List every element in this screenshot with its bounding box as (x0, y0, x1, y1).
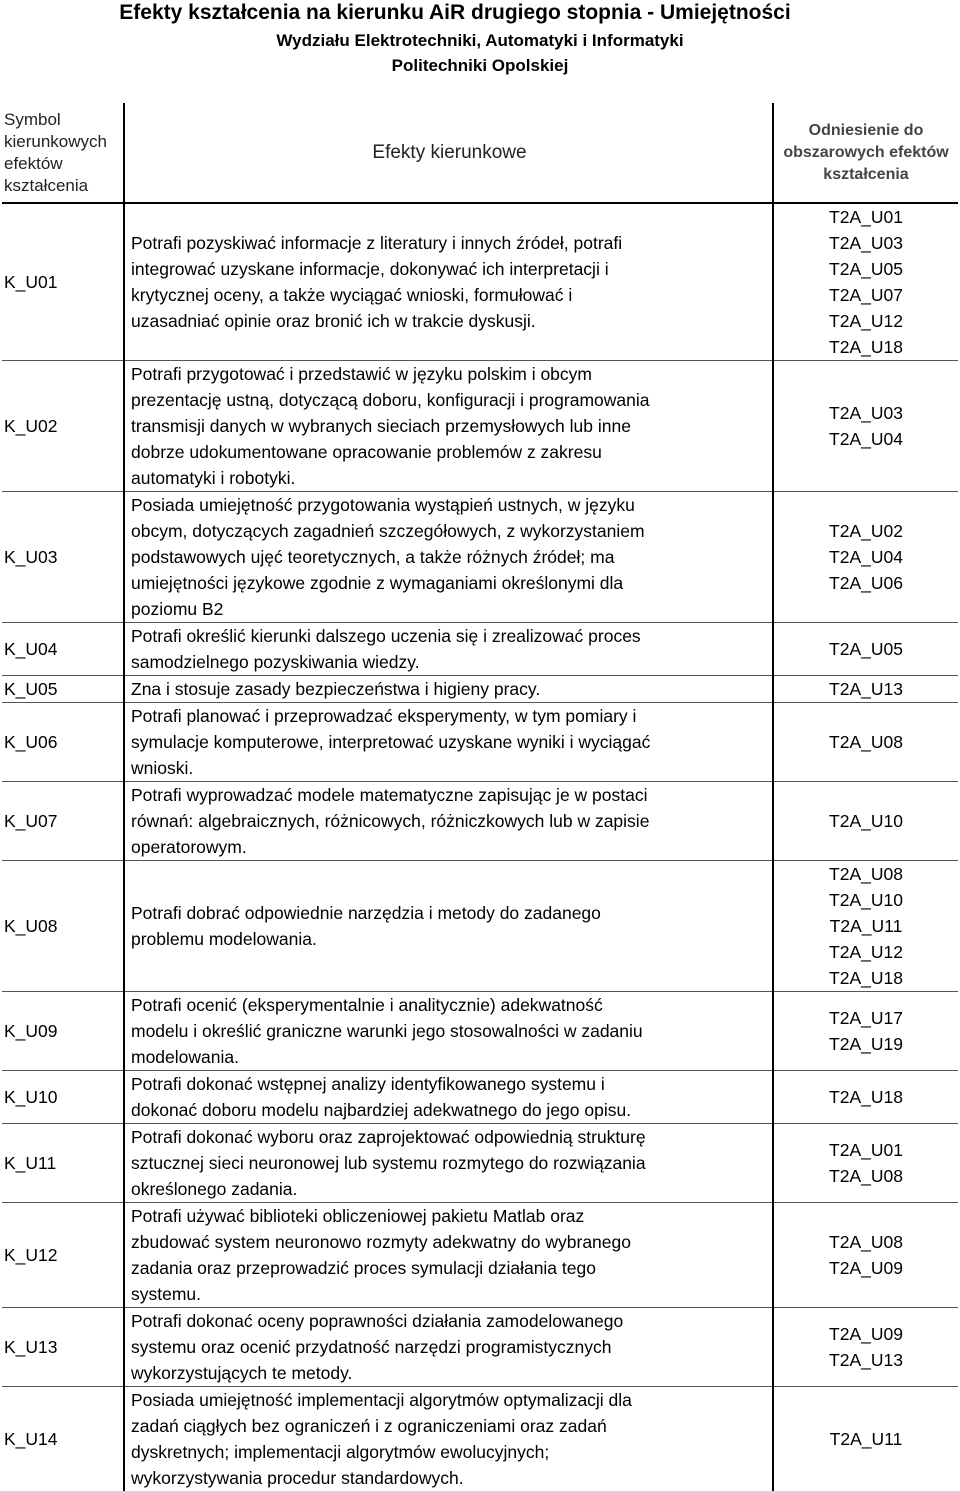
table-row (2, 992, 958, 1071)
outcome-symbol: K_U01 (2, 203, 124, 361)
reference-code: T2A_U05 (774, 256, 958, 282)
learning-outcomes-table (2, 103, 958, 1491)
description-line: Posiada umiejętność przygotowania wystąpień ustnych, w języku (131, 492, 768, 518)
outcome-description (124, 1387, 773, 1491)
description-line: równań: algebraicznych, różnicowych, różniczkowych lub w zapisie (131, 808, 768, 834)
description-line: wykorzystywania procedur standardowych. (131, 1465, 768, 1491)
header-text: Odniesienie do (774, 120, 958, 142)
reference-code: T2A_U06 (774, 570, 958, 596)
outcome-references (773, 1387, 958, 1491)
outcome-references (773, 992, 958, 1071)
outcome-description (124, 492, 773, 623)
description-line: problemu modelowania. (131, 926, 768, 952)
description-line: uzasadniać opinie oraz bronić ich w trakcie dyskusji. (131, 308, 768, 334)
reference-code: T2A_U03 (774, 400, 958, 426)
outcome-description (124, 1071, 773, 1124)
reference-code: T2A_U08 (774, 861, 958, 887)
description-line: systemu oraz ocenić przydatność narzędzi programistycznych (131, 1334, 768, 1360)
table-row (2, 782, 958, 861)
description-line: wykorzystujących te metody. (131, 1360, 768, 1386)
outcome-symbol: K_U09 (2, 992, 124, 1071)
description-line: prezentację ustną, dotyczącą doboru, konfiguracji i programowania (131, 387, 768, 413)
outcome-references (773, 1124, 958, 1203)
outcome-symbol: K_U05 (2, 676, 124, 703)
outcome-references (773, 492, 958, 623)
outcome-references (773, 1071, 958, 1124)
outcome-references (773, 861, 958, 992)
description-line: zadania oraz przeprowadzić proces symulacji działania tego (131, 1255, 768, 1281)
outcome-symbol: K_U02 (2, 361, 124, 492)
outcome-description (124, 623, 773, 676)
reference-code: T2A_U01 (774, 1137, 958, 1163)
outcome-symbol: K_U08 (2, 861, 124, 992)
reference-code: T2A_U08 (774, 729, 958, 755)
outcome-symbol: K_U06 (2, 703, 124, 782)
description-line: dokonać doboru modelu najbardziej adekwatnego do jego opisu. (131, 1097, 768, 1123)
description-line: Potrafi dobrać odpowiednie narzędzia i metody do zadanego (131, 900, 768, 926)
reference-code: T2A_U10 (774, 808, 958, 834)
header-text: kierunkowych (4, 131, 123, 153)
document-subtitle-faculty: Wydziału Elektrotechniki, Automatyki i Informatyki (0, 30, 960, 52)
description-line: zadań ciągłych bez ograniczeń i z ograniczeniami oraz zadań (131, 1413, 768, 1439)
reference-code: T2A_U12 (774, 939, 958, 965)
description-line: wnioski. (131, 755, 768, 781)
reference-code: T2A_U09 (774, 1255, 958, 1281)
reference-code: T2A_U01 (774, 204, 958, 230)
reference-code: T2A_U13 (774, 676, 958, 702)
table-row (2, 1203, 958, 1308)
reference-code: T2A_U13 (774, 1347, 958, 1373)
outcome-references (773, 782, 958, 861)
description-line: systemu. (131, 1281, 768, 1307)
description-line: samodzielnego pozyskiwania wiedzy. (131, 649, 768, 675)
description-line: dyskretnych; implementacji algorytmów ewolucyjnych; (131, 1439, 768, 1465)
outcome-references (773, 623, 958, 676)
header-text: Symbol (4, 109, 123, 131)
document-subtitle-university: Politechniki Opolskiej (0, 55, 960, 77)
description-line: automatyki i robotyki. (131, 465, 768, 491)
table-row (2, 361, 958, 492)
reference-code: T2A_U19 (774, 1031, 958, 1057)
reference-code: T2A_U18 (774, 1084, 958, 1110)
outcome-description (124, 203, 773, 361)
reference-code: T2A_U17 (774, 1005, 958, 1031)
description-line: Potrafi pozyskiwać informacje z literatury i innych źródeł, potrafi (131, 230, 768, 256)
table-row (2, 1387, 958, 1491)
description-line: zbudować system neuronowo rozmyty adekwatny do wybranego (131, 1229, 768, 1255)
outcome-references (773, 203, 958, 361)
reference-code: T2A_U11 (774, 913, 958, 939)
reference-code: T2A_U08 (774, 1229, 958, 1255)
description-line: poziomu B2 (131, 596, 768, 622)
table-row (2, 861, 958, 992)
reference-code: T2A_U09 (774, 1321, 958, 1347)
header-text: obszarowych efektów (774, 142, 958, 164)
outcome-description (124, 992, 773, 1071)
description-line: transmisji danych w wybranych sieciach przemysłowych lub inne (131, 413, 768, 439)
reference-code: T2A_U03 (774, 230, 958, 256)
reference-code: T2A_U02 (774, 518, 958, 544)
outcome-symbol: K_U03 (2, 492, 124, 623)
description-line: obcym, dotyczących zagadnień szczegółowych, z wykorzystaniem (131, 518, 768, 544)
description-line: podstawowych ujęć teoretycznych, a także różnych źródeł; ma (131, 544, 768, 570)
description-line: sztucznej sieci neuronowej lub systemu rozmytego do rozwiązania (131, 1150, 768, 1176)
reference-code: T2A_U18 (774, 965, 958, 991)
outcome-description (124, 1308, 773, 1387)
outcome-references (773, 1203, 958, 1308)
description-line: modelowania. (131, 1044, 768, 1070)
table-header-row (2, 103, 958, 203)
description-line: Potrafi dokonać wyboru oraz zaprojektować odpowiednią strukturę (131, 1124, 768, 1150)
table-body (2, 103, 958, 1491)
reference-code: T2A_U04 (774, 544, 958, 570)
outcome-references (773, 1308, 958, 1387)
description-line: Posiada umiejętność implementacji algorytmów optymalizacji dla (131, 1387, 768, 1413)
description-line: modelu i określić graniczne warunki jego stosowalności w zadaniu (131, 1018, 768, 1044)
description-line: krytycznej oceny, a także wyciągać wnioski, formułować i (131, 282, 768, 308)
column-header-effects: Efekty kierunkowe (124, 103, 773, 203)
outcome-symbol: K_U04 (2, 623, 124, 676)
outcome-references (773, 361, 958, 492)
description-line: Potrafi używać biblioteki obliczeniowej pakietu Matlab oraz (131, 1203, 768, 1229)
reference-code: T2A_U04 (774, 426, 958, 452)
table-row (2, 623, 958, 676)
table-row (2, 1071, 958, 1124)
outcome-symbol: K_U10 (2, 1071, 124, 1124)
outcome-description (124, 861, 773, 992)
description-line: Potrafi dokonać oceny poprawności działania zamodelowanego (131, 1308, 768, 1334)
outcome-description (124, 676, 773, 703)
document-title: Efekty kształcenia na kierunku AiR drugiego stopnia - Umiejętności (0, 0, 910, 26)
reference-code: T2A_U05 (774, 636, 958, 662)
header-text: kształcenia (774, 164, 958, 186)
outcome-symbol: K_U11 (2, 1124, 124, 1203)
reference-code: T2A_U18 (774, 334, 958, 360)
description-line: Zna i stosuje zasady bezpieczeństwa i higieny pracy. (131, 676, 768, 702)
outcome-symbol: K_U12 (2, 1203, 124, 1308)
description-line: integrować uzyskane informacje, dokonywać ich interpretacji i (131, 256, 768, 282)
description-line: Potrafi planować i przeprowadzać eksperymenty, w tym pomiary i (131, 703, 768, 729)
reference-code: T2A_U07 (774, 282, 958, 308)
description-line: Potrafi ocenić (eksperymentalnie i analitycznie) adekwatność (131, 992, 768, 1018)
table-row (2, 492, 958, 623)
column-header-symbol (2, 103, 124, 203)
description-line: Potrafi przygotować i przedstawić w języku polskim i obcym (131, 361, 768, 387)
outcome-description (124, 1203, 773, 1308)
reference-code: T2A_U08 (774, 1163, 958, 1189)
column-header-reference (773, 103, 958, 203)
reference-code: T2A_U10 (774, 887, 958, 913)
outcome-references (773, 703, 958, 782)
table-row (2, 703, 958, 782)
description-line: określonego zadania. (131, 1176, 768, 1202)
reference-code: T2A_U12 (774, 308, 958, 334)
outcome-description (124, 703, 773, 782)
table-row (2, 203, 958, 361)
description-line: Potrafi wyprowadzać modele matematyczne zapisując je w postaci (131, 782, 768, 808)
description-line: Potrafi dokonać wstępnej analizy identyfikowanego systemu i (131, 1071, 768, 1097)
description-line: umiejętności językowe zgodnie z wymaganiami określonymi dla (131, 570, 768, 596)
reference-code: T2A_U11 (774, 1426, 958, 1452)
table-row (2, 676, 958, 703)
outcome-references (773, 676, 958, 703)
outcome-description (124, 361, 773, 492)
outcome-symbol: K_U07 (2, 782, 124, 861)
description-line: operatorowym. (131, 834, 768, 860)
header-text: kształcenia (4, 175, 123, 197)
outcome-symbol: K_U14 (2, 1387, 124, 1491)
outcome-description (124, 1124, 773, 1203)
outcome-symbol: K_U13 (2, 1308, 124, 1387)
description-line: Potrafi określić kierunki dalszego uczenia się i zrealizować proces (131, 623, 768, 649)
table-row (2, 1308, 958, 1387)
outcome-description (124, 782, 773, 861)
description-line: dobrze udokumentowane opracowanie problemów z zakresu (131, 439, 768, 465)
table-row (2, 1124, 958, 1203)
description-line: symulacje komputerowe, interpretować uzyskane wyniki i wyciągać (131, 729, 768, 755)
header-text: efektów (4, 153, 123, 175)
